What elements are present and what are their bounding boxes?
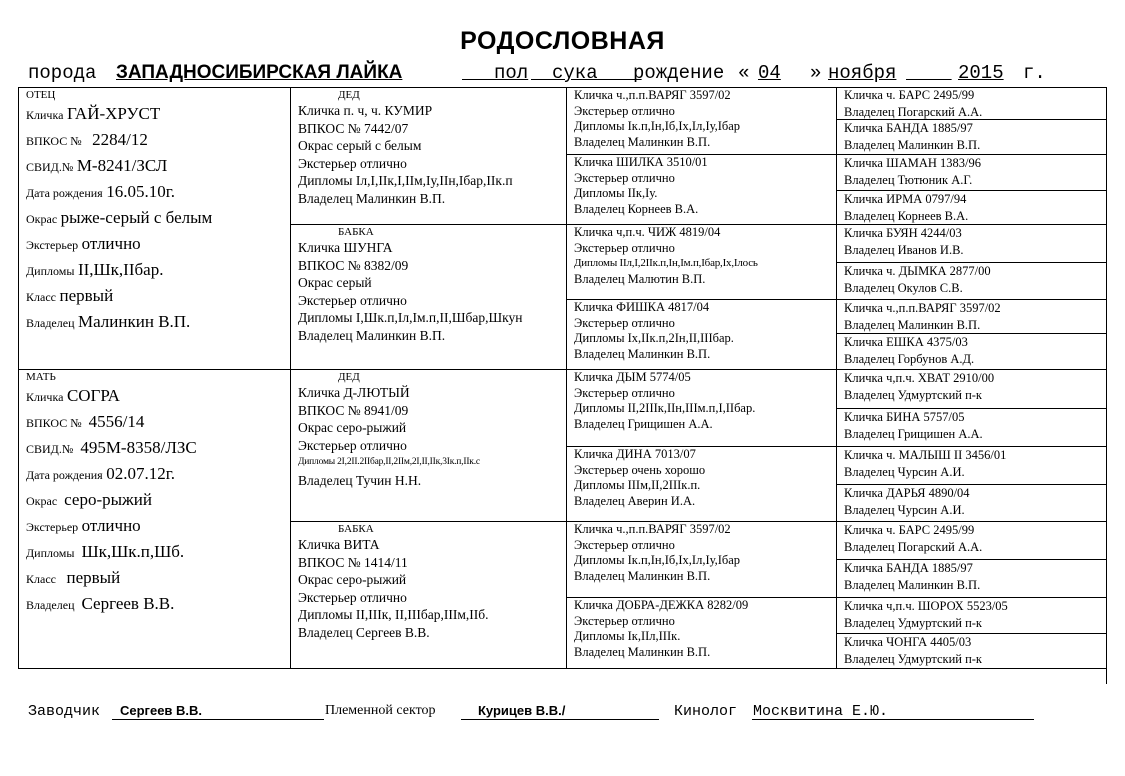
maternal-grandmother-header: БАБКА xyxy=(338,523,374,535)
gen4-owner: Владелец Малинкин В.П. xyxy=(844,318,981,332)
mother-svid-label: СВИД.№ xyxy=(26,442,74,456)
birth-year: 2015 xyxy=(958,62,1004,84)
gen4-cell xyxy=(844,334,974,368)
paternal-grandfather-name: Кличка п. ч, ч. КУМИР xyxy=(298,103,433,118)
gen4-name: Кличка ч. БАРС 2495/99 xyxy=(844,88,975,102)
gen3-cell xyxy=(574,370,755,432)
gen4-name: Кличка ЕШКА 4375/03 xyxy=(844,335,968,349)
gen4-cell xyxy=(844,522,982,556)
header-line xyxy=(28,62,1118,86)
paternal-grandfather-diplomas: Дипломы Iл,I,IIк,I,IIм,Iу,IIн,Iбар,IIк.п xyxy=(298,173,513,188)
mother-name-label: Кличка xyxy=(26,390,64,404)
gen4-name: Кличка ИРМА 0797/94 xyxy=(844,192,967,206)
gen3-diplomas: Дипломы IIIм,II,2IIIк.п. xyxy=(574,478,701,492)
gen3-owner: Владелец Малинкин В.П. xyxy=(574,346,711,361)
gen4-owner: Владелец Окулов С.В. xyxy=(844,281,963,295)
father-dob: 16.05.10г. xyxy=(106,182,176,201)
paternal-grandmother-exterior: Экстерьер отлично xyxy=(298,292,407,308)
gen4-name: Кличка БАНДА 1885/97 xyxy=(844,561,973,575)
gen4-name: Кличка ч.,п.п.ВАРЯГ 3597/02 xyxy=(844,301,1001,315)
father-owner: Малинкин В.П. xyxy=(78,312,191,331)
gen4-name: Кличка ч,п.ч. ХВАТ 2910/00 xyxy=(844,371,995,385)
paternal-grandmother-name: Кличка ШУНГА xyxy=(298,240,393,255)
father-class-label: Класс xyxy=(26,290,56,304)
gen3-diplomas: Дипломы Iк,IIл,IIIк. xyxy=(574,629,681,643)
mother-diplomas-label: Дипломы xyxy=(26,546,75,560)
gen4-name: Кличка БАНДА 1885/97 xyxy=(844,121,973,135)
mother-owner-label: Владелец xyxy=(26,598,75,612)
maternal-grandfather-diplomas: Дипломы 2I,2II.2IIбар,II,2IIм,2I,II,IIк,3Iк.п,IIк.с xyxy=(298,457,480,467)
father-cell xyxy=(26,88,212,336)
gen4-cell xyxy=(844,447,1006,481)
gen3-cell xyxy=(574,522,740,584)
mother-cell xyxy=(26,370,197,618)
gen4-name: Кличка ДАРЬЯ 4890/04 xyxy=(844,486,970,500)
mother-owner: Сергеев В.В. xyxy=(81,594,175,613)
paternal-grandmother-cell xyxy=(298,225,522,344)
gen3-owner: Владелец Малинкин В.П. xyxy=(574,644,711,659)
gen4-cell xyxy=(844,370,994,404)
father-color: рыже-серый с белым xyxy=(60,208,213,227)
maternal-grandmother-name: Кличка ВИТА xyxy=(298,537,380,552)
gen3-diplomas: Дипломы Iк.п,Iн,Iб,Iх,Iл,Iу,Iбар xyxy=(574,553,741,567)
mother-color-label: Окрас xyxy=(26,494,58,508)
paternal-grandfather-owner: Владелец Малинкин В.П. xyxy=(298,190,446,206)
gen4-name: Кличка ч. БАРС 2495/99 xyxy=(844,523,975,537)
gen3-cell xyxy=(574,447,705,509)
gen3-name: Кличка ШИЛКА 3510/01 xyxy=(574,155,708,169)
birth-quote-open: « xyxy=(738,62,750,84)
gen3-name: Кличка ДЫМ 5774/05 xyxy=(574,370,691,384)
paternal-grandmother-owner: Владелец Малинкин В.П. xyxy=(298,327,446,343)
maternal-grandmother-diplomas: Дипломы II,IIIк, II,IIIбар,IIIм,IIб. xyxy=(298,607,489,622)
gen3-exterior: Экстерьер отлично xyxy=(574,315,675,330)
birth-quote-close: » xyxy=(810,62,822,84)
gen3-exterior: Экстерьер отлично xyxy=(574,537,675,552)
gen4-name: Кличка ч,п.ч. ШОРОХ 5523/05 xyxy=(844,599,1008,613)
gen3-name: Кличка ч.,п.п.ВАРЯГ 3597/02 xyxy=(574,88,731,102)
paternal-grandmother-vpkos: ВПКОС № 8382/09 xyxy=(298,257,409,273)
signature-footer xyxy=(28,703,1118,725)
father-owner-label: Владелец xyxy=(26,316,75,330)
gen4-owner: Владелец Корнеев В.А. xyxy=(844,209,969,223)
birth-day: 04 xyxy=(758,62,781,84)
gen4-name: Кличка ЧОНГА 4405/03 xyxy=(844,635,972,649)
cynologist-value: Москвитина Е.Ю. xyxy=(753,703,889,720)
gen3-owner: Владелец Малинкин В.П. xyxy=(574,134,711,149)
gen4-cell xyxy=(844,120,980,154)
breed-label: порода xyxy=(28,62,97,84)
gen4-cell xyxy=(844,409,983,443)
mother-name: СОГРА xyxy=(66,386,120,405)
gen3-name: Кличка ДИНА 7013/07 xyxy=(574,447,696,461)
gen3-exterior: Экстерьер отлично xyxy=(574,240,675,255)
birth-year-suffix: г. xyxy=(1023,62,1046,84)
paternal-grandfather-cell xyxy=(298,88,513,207)
gen4-owner: Владелец Чурсин А.И. xyxy=(844,465,965,479)
gen3-name: Кличка ч.,п.п.ВАРЯГ 3597/02 xyxy=(574,522,731,536)
gen3-cell xyxy=(574,598,748,660)
father-dob-label: Дата рождения xyxy=(26,186,103,200)
gen4-cell xyxy=(844,87,982,121)
gen3-diplomas: Дипломы Iх,IIк.п,2Iн,II,IIIбар. xyxy=(574,331,734,345)
mother-header: МАТЬ xyxy=(26,371,56,383)
birth-month: ноября xyxy=(828,62,897,84)
father-vpkos: 2284/12 xyxy=(92,130,148,149)
father-exterior: отлично xyxy=(81,234,141,253)
sector-label: Племенной сектор xyxy=(325,703,436,718)
sex-value: сука xyxy=(552,62,598,84)
paternal-grandfather-color: Окрас серый с белым xyxy=(298,138,422,153)
gen3-exterior: Экстерьер очень хорошо xyxy=(574,462,706,477)
gen4-cell xyxy=(844,300,1001,334)
mother-svid: 495М-8358/ЛЗС xyxy=(80,438,197,457)
mother-vpkos-label: ВПКОС № xyxy=(26,416,82,430)
gen4-owner: Владелец Удмуртский п-к xyxy=(844,388,983,402)
gen3-owner: Владелец Малинкин В.П. xyxy=(574,568,711,583)
gen4-name: Кличка ч. МАЛЫШ II 3456/01 xyxy=(844,448,1007,462)
father-diplomas: II,Шк,IIбар. xyxy=(77,260,164,279)
maternal-grandmother-color: Окрас серо-рыжий xyxy=(298,572,407,587)
gen3-exterior: Экстерьер отлично xyxy=(574,170,675,185)
paternal-grandmother-diplomas: Дипломы I,Шк.п,Iл,Iм.п,II,Шбар,Шкун xyxy=(298,310,523,325)
maternal-grandfather-cell xyxy=(298,370,480,489)
gen3-name: Кличка ДОБРА-ДЕЖКА 8282/09 xyxy=(574,598,749,612)
breed-value: ЗАПАДНОСИБИРСКАЯ ЛАЙКА xyxy=(116,62,403,83)
paternal-grandfather-vpkos: ВПКОС № 7442/07 xyxy=(298,120,409,136)
gen3-owner: Владелец Малютин В.П. xyxy=(574,271,706,286)
cynologist-label: Кинолог xyxy=(674,703,738,720)
father-name: ГАЙ-ХРУСТ xyxy=(66,104,161,123)
gen4-owner: Владелец Малинкин В.П. xyxy=(844,138,981,152)
mother-diplomas: Шк,Шк.п,Шб. xyxy=(81,542,185,561)
gen3-diplomas: Дипломы IIк,Iу. xyxy=(574,186,658,200)
father-exterior-label: Экстерьер xyxy=(26,238,79,252)
gen4-owner: Владелец Удмуртский п-к xyxy=(844,652,983,666)
pedigree-table xyxy=(18,87,1125,669)
gen4-owner: Владелец Грищишен А.А. xyxy=(844,427,983,441)
gen3-diplomas: Дипломы Iк.п,Iн,Iб,Iх,Iл,Iу,Iбар xyxy=(574,119,741,133)
gen3-owner: Владелец Корнеев В.А. xyxy=(574,201,699,216)
gen4-owner: Владелец Удмуртский п-к xyxy=(844,616,983,630)
paternal-grandfather-exterior: Экстерьер отлично xyxy=(298,155,407,171)
gen3-cell xyxy=(574,155,708,217)
gen4-name: Кличка ШАМАН 1383/96 xyxy=(844,156,982,170)
birth-label: рождение xyxy=(633,62,725,84)
breeder-label: Заводчик xyxy=(28,703,101,720)
maternal-grandfather-color: Окрас серо-рыжий xyxy=(298,420,407,435)
gen3-name: Кличка ФИШКА 4817/04 xyxy=(574,300,710,314)
mother-color: серо-рыжий xyxy=(64,490,152,509)
father-color-label: Окрас xyxy=(26,212,58,226)
gen4-name: Кличка БУЯН 4244/03 xyxy=(844,226,962,240)
gen4-owner: Владелец Чурсин А.И. xyxy=(844,503,965,517)
gen4-cell xyxy=(844,263,991,297)
gen4-owner: Владелец Малинкин В.П. xyxy=(844,578,981,592)
mother-class-label: Класс xyxy=(26,572,56,586)
gen4-cell xyxy=(844,155,981,189)
mother-dob-label: Дата рождения xyxy=(26,468,103,482)
birth-month-fill xyxy=(906,62,952,84)
father-class: первый xyxy=(59,286,114,305)
gen4-cell xyxy=(844,634,982,668)
maternal-grandfather-owner: Владелец Тучин Н.Н. xyxy=(298,472,422,488)
gen3-exterior: Экстерьер отлично xyxy=(574,613,675,628)
maternal-grandfather-header: ДЕД xyxy=(338,371,360,383)
father-diplomas-label: Дипломы xyxy=(26,264,75,278)
father-name-label: Кличка xyxy=(26,108,64,122)
gen4-cell xyxy=(844,191,968,225)
gen4-name: Кличка БИНА 5757/05 xyxy=(844,410,965,424)
gen3-cell xyxy=(574,225,758,287)
gen3-diplomas: Дипломы IIл,I,2IIк.п,Iн,Iм.п,Iбар,Iх,Iлось xyxy=(574,257,758,269)
gen3-cell xyxy=(574,88,740,150)
mother-dob: 02.07.12г. xyxy=(106,464,176,483)
breeder-value: Сергеев В.В. xyxy=(120,703,203,718)
gen4-name: Кличка ч. ДЫМКА 2877/00 xyxy=(844,264,991,278)
gen4-owner: Владелец Горбунов А.Д. xyxy=(844,352,975,366)
breed-fill xyxy=(462,62,496,84)
mother-class: первый xyxy=(66,568,121,587)
sex-label: пол xyxy=(494,62,529,84)
gen3-exterior: Экстерьер отлично xyxy=(574,103,675,118)
document-title: РОДОСЛОВНАЯ xyxy=(460,27,665,55)
gen4-owner: Владелец Погарский А.А. xyxy=(844,540,983,554)
mother-vpkos: 4556/14 xyxy=(88,412,145,431)
maternal-grandfather-name: Кличка Д-ЛЮТЫЙ xyxy=(298,385,410,400)
father-header: ОТЕЦ xyxy=(26,89,56,101)
mother-exterior: отлично xyxy=(81,516,141,535)
maternal-grandmother-vpkos: ВПКОС № 1414/11 xyxy=(298,554,408,570)
sector-value: Курицев В.В./ xyxy=(478,703,566,718)
gen4-cell xyxy=(844,225,964,259)
gen3-owner: Владелец Грищишен А.А. xyxy=(574,416,713,431)
sex-fill-a xyxy=(531,62,554,84)
maternal-grandfather-exterior: Экстерьер отлично xyxy=(298,437,407,453)
gen4-cell xyxy=(844,560,980,594)
gen4-owner: Владелец Погарский А.А. xyxy=(844,105,983,119)
gen4-cell xyxy=(844,598,1008,632)
father-svid: М-8241/ЗСЛ xyxy=(76,156,168,175)
maternal-grandmother-exterior: Экстерьер отлично xyxy=(298,589,407,605)
gen3-cell xyxy=(574,300,734,362)
gen4-cell xyxy=(844,485,970,519)
gen3-exterior: Экстерьер отлично xyxy=(574,385,675,400)
father-svid-label: СВИД.№ xyxy=(26,160,74,174)
paternal-grandfather-header: ДЕД xyxy=(338,89,360,101)
gen3-diplomas: Дипломы II,2IIIк,IIн,IIIм.п,I,IIбар. xyxy=(574,401,756,415)
maternal-grandmother-owner: Владелец Сергеев В.В. xyxy=(298,624,430,640)
paternal-grandmother-header: БАБКА xyxy=(338,226,374,238)
gen4-owner: Владелец Иванов И.В. xyxy=(844,243,964,257)
paternal-grandmother-color: Окрас серый xyxy=(298,275,372,290)
gen4-owner: Владелец Тютюник А.Г. xyxy=(844,173,973,187)
maternal-grandmother-cell xyxy=(298,522,489,641)
gen3-name: Кличка ч,п.ч. ЧИЖ 4819/04 xyxy=(574,225,721,239)
maternal-grandfather-vpkos: ВПКОС № 8941/09 xyxy=(298,402,409,418)
gen3-owner: Владелец Аверин И.А. xyxy=(574,493,696,508)
father-vpkos-label: ВПКОС № xyxy=(26,134,82,148)
mother-exterior-label: Экстерьер xyxy=(26,520,79,534)
